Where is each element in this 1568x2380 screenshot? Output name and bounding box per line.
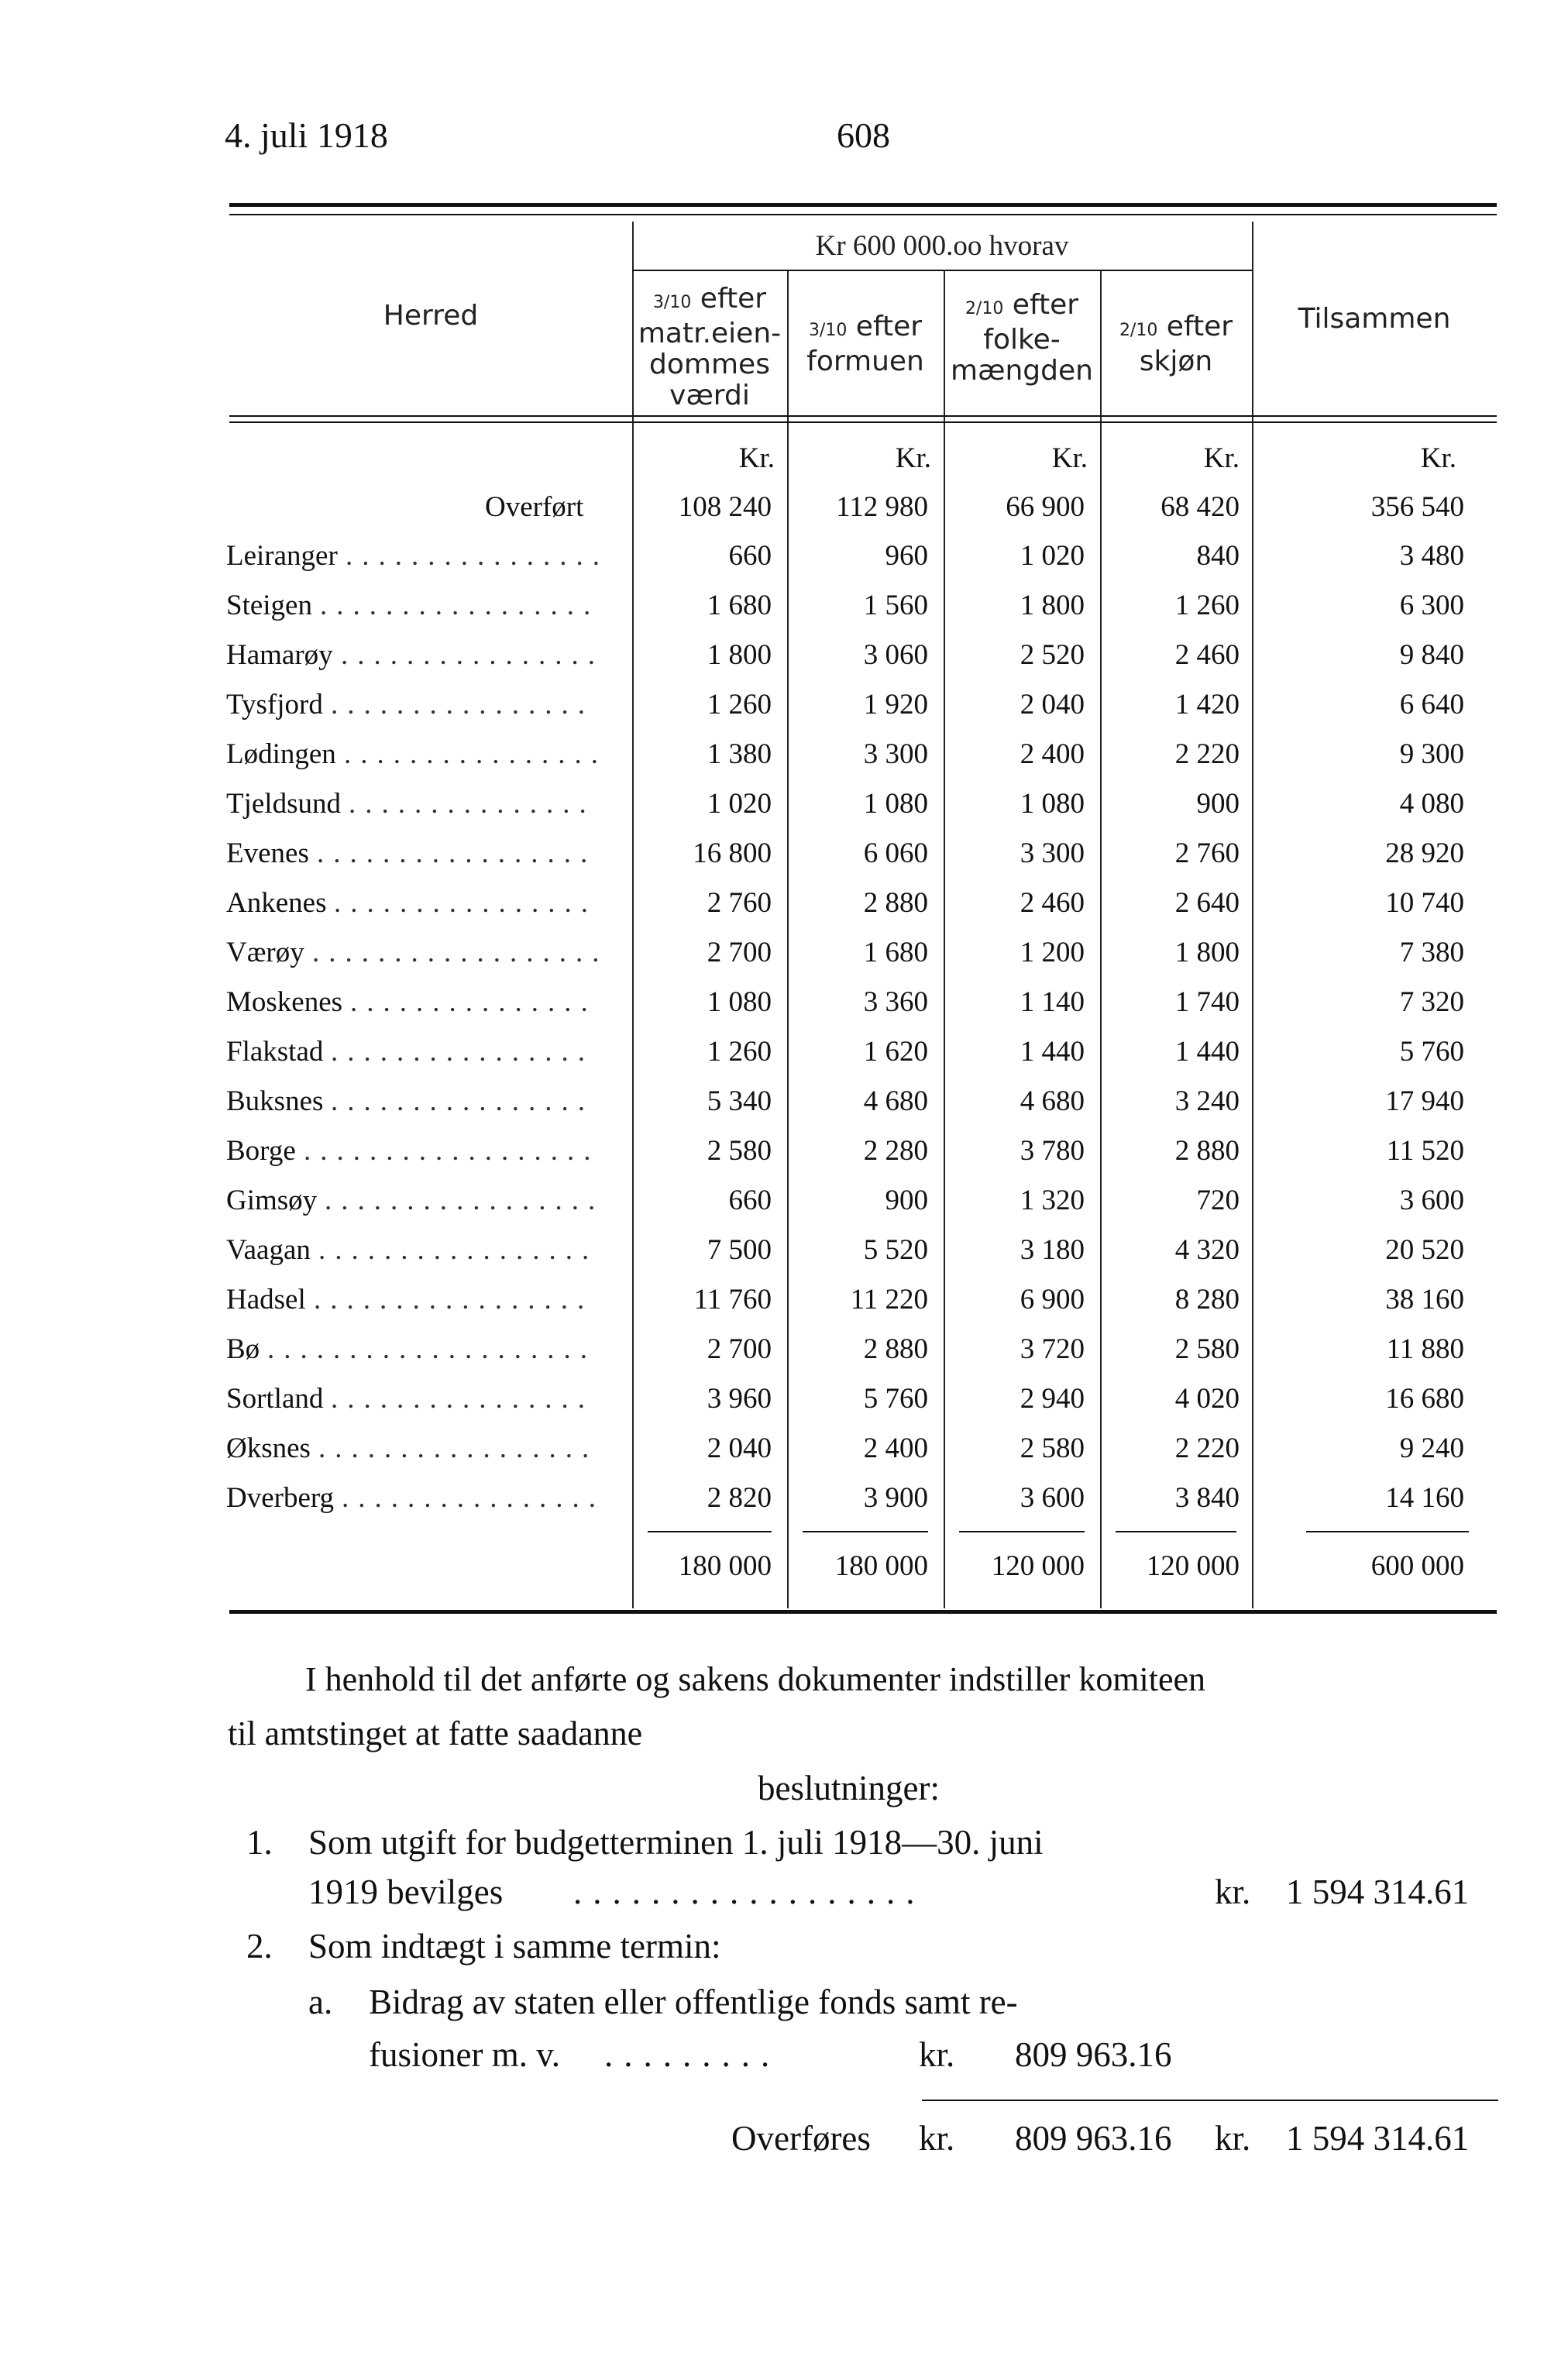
leader-dots: .................. [312, 937, 609, 968]
cell-total: 3 600 [1399, 1185, 1464, 1216]
page-date: 4. juli 1918 [225, 115, 388, 155]
cell-skjon: 2 580 [1174, 1333, 1240, 1365]
cell-total: 16 680 [1385, 1383, 1464, 1415]
carried-value-total: 356 540 [1370, 491, 1464, 523]
table-row [0, 680, 1568, 730]
herred-name: Bø [226, 1333, 260, 1365]
leader-dots: ................ [331, 1383, 594, 1415]
table-row [0, 829, 1568, 879]
herred-name: Leiranger [226, 540, 338, 572]
carried-value-skjon: 68 420 [1161, 491, 1240, 523]
item-1-line-1: Som utgift for budgetterminen 1. juli 1918—30. juni [308, 1823, 1044, 1862]
total-formuen: 180 000 [834, 1550, 928, 1582]
col-matr-line4: værdi [669, 380, 750, 411]
cell-skjon: 2 460 [1174, 639, 1240, 671]
cell-skjon: 2 220 [1174, 738, 1240, 770]
col-folke-line1: efter [1012, 289, 1079, 321]
fraction-formuen: 3/10 [808, 321, 848, 340]
cell-matr: 16 800 [693, 837, 772, 869]
leader-dots: ................. [314, 1284, 594, 1316]
totals-rule-3 [959, 1531, 1085, 1532]
herred-name: Borge [226, 1135, 296, 1167]
cell-formuen: 3 360 [863, 986, 928, 1018]
totals-rule-2 [803, 1531, 928, 1532]
herred-name: Dverberg [226, 1482, 335, 1514]
group-header: Kr 600 000.oo hvorav [815, 230, 1069, 262]
cell-folke: 1 440 [1020, 1036, 1085, 1068]
cell-folke: 2 580 [1020, 1432, 1085, 1464]
carry-label: Overføres [731, 2119, 871, 2158]
cell-folke: 6 900 [1020, 1284, 1085, 1316]
totals-rule-1 [648, 1531, 772, 1532]
cell-skjon: 1 800 [1174, 937, 1240, 968]
total-tilsammen: 600 000 [1370, 1550, 1464, 1582]
paragraph-line-1: I henhold til det anførte og sakens dokumenter indstiller komiteen [305, 1660, 1206, 1698]
col-folke-line2: folke- [983, 324, 1061, 356]
cell-folke: 4 680 [1020, 1085, 1085, 1117]
cell-folke: 1 140 [1020, 986, 1085, 1018]
cell-matr: 660 [728, 540, 772, 572]
item-2-number: 2. [246, 1927, 273, 1966]
col-formuen-line1: efter [855, 311, 923, 342]
cell-matr: 1 800 [707, 639, 772, 671]
cell-total: 20 520 [1385, 1234, 1464, 1266]
carried-value-matr: 108 240 [678, 491, 772, 523]
cell-matr: 660 [728, 1185, 772, 1216]
cell-skjon: 4 320 [1174, 1234, 1240, 1266]
cell-total: 11 880 [1386, 1333, 1464, 1365]
table-row [0, 631, 1568, 680]
cell-total: 7 380 [1399, 937, 1464, 968]
cell-matr: 5 340 [707, 1085, 772, 1117]
cell-matr: 1 380 [707, 738, 772, 770]
cell-matr: 2 580 [707, 1135, 772, 1167]
cell-total: 9 240 [1399, 1432, 1464, 1464]
col-skjon-line1: efter [1166, 311, 1233, 342]
cell-matr: 1 260 [707, 689, 772, 721]
fraction-skjon: 2/10 [1119, 321, 1158, 340]
cell-matr: 2 040 [707, 1432, 772, 1464]
cell-formuen: 3 300 [863, 738, 928, 770]
col-header-skjon [1100, 311, 1252, 377]
item-1-kr: kr. [1215, 1873, 1251, 1911]
cell-skjon: 840 [1196, 540, 1240, 572]
herred-name: Lødingen [226, 738, 336, 770]
item-2a-line-1: Bidrag av staten eller offentlige fonds samt re- [369, 1983, 1018, 2021]
totals-rule-5 [1306, 1531, 1469, 1532]
group-header-rule [632, 270, 1252, 271]
cell-skjon: 900 [1196, 788, 1240, 820]
carried-label: Overført [485, 491, 584, 523]
table-row [0, 531, 1568, 581]
cell-skjon: 3 840 [1174, 1482, 1240, 1514]
herred-name: Flakstad [226, 1036, 324, 1068]
cell-skjon: 4 020 [1174, 1383, 1240, 1415]
cell-formuen: 960 [885, 540, 928, 572]
cell-skjon: 8 280 [1174, 1284, 1240, 1316]
col-matr-line2: matr.eien- [638, 318, 782, 349]
herred-name: Øksnes [226, 1432, 311, 1464]
cell-folke: 1 800 [1020, 590, 1085, 621]
item-2a-amount: 809 963.16 [1015, 2035, 1172, 2074]
sum-rule [922, 2100, 1498, 2101]
cell-total: 6 640 [1399, 689, 1464, 721]
leader-dots: ............... [349, 788, 596, 820]
carry-kr-2: kr. [1215, 2119, 1251, 2158]
herred-name: Hadsel [226, 1284, 306, 1316]
cell-formuen: 900 [885, 1185, 928, 1216]
table-row [0, 1077, 1568, 1126]
total-folke: 120 000 [991, 1550, 1085, 1582]
cell-folke: 1 080 [1020, 788, 1085, 820]
cell-matr: 1 020 [707, 788, 772, 820]
table-row [0, 879, 1568, 928]
cell-formuen: 1 620 [863, 1036, 928, 1068]
herred-name: Tysfjord [226, 689, 323, 721]
cell-formuen: 2 400 [863, 1432, 928, 1464]
carry-kr-1: kr. [919, 2119, 955, 2158]
table-row [0, 928, 1568, 978]
cell-matr: 11 760 [693, 1284, 772, 1316]
cell-skjon: 2 220 [1174, 1432, 1240, 1464]
cell-folke: 3 300 [1020, 837, 1085, 869]
leader-dots: ................ [344, 738, 607, 770]
table-row [0, 1176, 1568, 1226]
fraction-folke: 2/10 [965, 299, 1004, 318]
leader-dots: ................. [318, 1234, 599, 1266]
unit-kr-total: Kr. [1420, 442, 1456, 474]
cell-skjon: 1 420 [1174, 689, 1240, 721]
total-skjon: 120 000 [1146, 1550, 1240, 1582]
cell-formuen: 2 280 [863, 1135, 928, 1167]
cell-matr: 7 500 [707, 1234, 772, 1266]
table-row [0, 1325, 1568, 1374]
leader-dots: ................ [331, 1085, 594, 1117]
cell-folke: 3 180 [1020, 1234, 1085, 1266]
leader-dots: ................ [331, 1036, 594, 1068]
cell-skjon: 2 760 [1174, 837, 1240, 869]
cell-formuen: 5 520 [863, 1234, 928, 1266]
cell-folke: 2 040 [1020, 689, 1085, 721]
herred-name: Værøy [226, 937, 304, 968]
cell-total: 38 160 [1385, 1284, 1464, 1316]
cell-skjon: 1 440 [1174, 1036, 1240, 1068]
leader-dots: .................... [267, 1333, 597, 1365]
table-row [0, 581, 1568, 631]
cell-skjon: 2 640 [1174, 887, 1240, 919]
table-row [0, 1027, 1568, 1077]
leader-dots: ................ [331, 689, 594, 721]
cell-folke: 3 780 [1020, 1135, 1085, 1167]
col-matr-line1: efter [700, 283, 767, 315]
item-1-leader-dots: .................. [573, 1873, 926, 1911]
leader-dots: ................. [325, 1185, 605, 1216]
herred-name: Steigen [226, 590, 312, 621]
decisions-heading: beslutninger: [758, 1769, 940, 1807]
herred-name: Evenes [226, 837, 309, 869]
col-header-formuen [787, 311, 944, 377]
cell-formuen: 1 080 [863, 788, 928, 820]
leader-dots: ................ [342, 1482, 605, 1514]
col-header-tilsammen: Tilsammen [1298, 303, 1451, 335]
cell-formuen: 1 560 [863, 590, 928, 621]
herred-name: Buksnes [226, 1085, 324, 1117]
cell-matr: 3 960 [707, 1383, 772, 1415]
carried-value-formuen: 112 980 [836, 491, 928, 523]
leader-dots: ................ [334, 887, 597, 919]
cell-folke: 1 200 [1020, 937, 1085, 968]
cell-formuen: 2 880 [863, 887, 928, 919]
col-matr-line3: dommes [649, 349, 770, 380]
cell-total: 9 840 [1399, 639, 1464, 671]
cell-formuen: 5 760 [863, 1383, 928, 1415]
fraction-matr: 3/10 [652, 293, 692, 312]
table-row [0, 1474, 1568, 1523]
cell-formuen: 11 220 [850, 1284, 928, 1316]
herred-name: Gimsøy [226, 1185, 318, 1216]
cell-skjon: 2 880 [1174, 1135, 1240, 1167]
leader-dots: ................. [320, 590, 600, 621]
header-bottom-rule [229, 415, 1497, 417]
totals-rule-4 [1116, 1531, 1236, 1532]
cell-skjon: 3 240 [1174, 1085, 1240, 1117]
unit-kr-skjon: Kr. [1203, 442, 1240, 474]
page-number: 608 [837, 115, 890, 155]
cell-skjon: 1 260 [1174, 590, 1240, 621]
cell-formuen: 1 920 [863, 689, 928, 721]
cell-folke: 2 460 [1020, 887, 1085, 919]
cell-total: 10 740 [1385, 887, 1464, 919]
cell-total: 28 920 [1385, 837, 1464, 869]
herred-name: Tjeldsund [226, 788, 341, 820]
cell-total: 3 480 [1399, 540, 1464, 572]
col-folke-line3: mængden [951, 355, 1093, 387]
cell-formuen: 2 880 [863, 1333, 928, 1365]
herred-name: Vaagan [226, 1234, 311, 1266]
paragraph-line-2: til amtstinget at fatte saadanne [228, 1714, 643, 1752]
header-bottom-rule-2 [229, 421, 1497, 423]
cell-folke: 3 600 [1020, 1482, 1085, 1514]
table-row [0, 730, 1568, 779]
item-2a-kr: kr. [919, 2035, 955, 2074]
cell-total: 11 520 [1386, 1135, 1464, 1167]
carried-value-folke: 66 900 [1006, 491, 1085, 523]
cell-matr: 2 820 [707, 1482, 772, 1514]
cell-skjon: 720 [1196, 1185, 1240, 1216]
col-formuen-line2: formuen [806, 346, 924, 377]
cell-total: 9 300 [1399, 738, 1464, 770]
cell-total: 5 760 [1399, 1036, 1464, 1068]
table-row [0, 1374, 1568, 1424]
cell-total: 6 300 [1399, 590, 1464, 621]
herred-name: Ankenes [226, 887, 327, 919]
table-top-rule [229, 203, 1497, 207]
cell-total: 4 080 [1399, 788, 1464, 820]
col-header-herred: Herred [383, 300, 479, 332]
col-header-folke [944, 290, 1100, 387]
item-2a-letter: a. [308, 1983, 333, 2021]
cell-matr: 2 760 [707, 887, 772, 919]
cell-formuen: 3 060 [863, 639, 928, 671]
cell-formuen: 4 680 [863, 1085, 928, 1117]
herred-name: Hamarøy [226, 639, 333, 671]
item-2-line-1: Som indtægt i samme termin: [308, 1927, 721, 1966]
cell-formuen: 1 680 [863, 937, 928, 968]
cell-formuen: 3 900 [863, 1482, 928, 1514]
cell-matr: 1 080 [707, 986, 772, 1018]
cell-formuen: 6 060 [863, 837, 928, 869]
table-row [0, 1226, 1568, 1275]
unit-kr-formuen: Kr. [895, 442, 931, 474]
cell-matr: 1 260 [707, 1036, 772, 1068]
herred-name: Moskenes [226, 986, 343, 1018]
leader-dots: ................ [346, 540, 609, 572]
item-1-line-2: 1919 bevilges [308, 1873, 504, 1911]
table-bottom-rule [229, 1610, 1497, 1614]
cell-folke: 2 520 [1020, 639, 1085, 671]
herred-name: Sortland [226, 1383, 324, 1415]
table-row [0, 1126, 1568, 1176]
table-row [0, 978, 1568, 1027]
carry-amount-2: 1 594 314.61 [1286, 2119, 1470, 2158]
cell-folke: 1 320 [1020, 1185, 1085, 1216]
total-matr: 180 000 [678, 1550, 772, 1582]
leader-dots: ................. [318, 1432, 599, 1464]
col-header-matr [632, 284, 787, 411]
item-1-number: 1. [246, 1823, 273, 1862]
cell-matr: 1 680 [707, 590, 772, 621]
item-2a-line-2: fusioner m. v. [369, 2035, 561, 2074]
carried-row [0, 483, 1568, 532]
leader-dots: .................. [304, 1135, 600, 1167]
cell-folke: 2 400 [1020, 738, 1085, 770]
item-1-amount: 1 594 314.61 [1286, 1873, 1470, 1911]
carry-amount-1: 809 963.16 [1015, 2119, 1172, 2158]
cell-folke: 2 940 [1020, 1383, 1085, 1415]
cell-matr: 2 700 [707, 1333, 772, 1365]
cell-total: 14 160 [1385, 1482, 1464, 1514]
unit-kr-matr: Kr. [738, 442, 775, 474]
cell-matr: 2 700 [707, 937, 772, 968]
table-row [0, 1275, 1568, 1325]
col-skjon-line2: skjøn [1139, 346, 1213, 377]
unit-kr-folke: Kr. [1051, 442, 1088, 474]
leader-dots: ................ [341, 639, 604, 671]
item-2a-leader-dots: ......... [604, 2035, 781, 2074]
table-row [0, 1424, 1568, 1474]
cell-total: 7 320 [1399, 986, 1464, 1018]
cell-total: 17 940 [1385, 1085, 1464, 1117]
cell-folke: 3 720 [1020, 1333, 1085, 1365]
leader-dots: ................. [317, 837, 597, 869]
cell-folke: 1 020 [1020, 540, 1085, 572]
table-top-rule-thin [229, 214, 1497, 215]
cell-skjon: 1 740 [1174, 986, 1240, 1018]
table-row [0, 779, 1568, 829]
leader-dots: ............... [350, 986, 597, 1018]
